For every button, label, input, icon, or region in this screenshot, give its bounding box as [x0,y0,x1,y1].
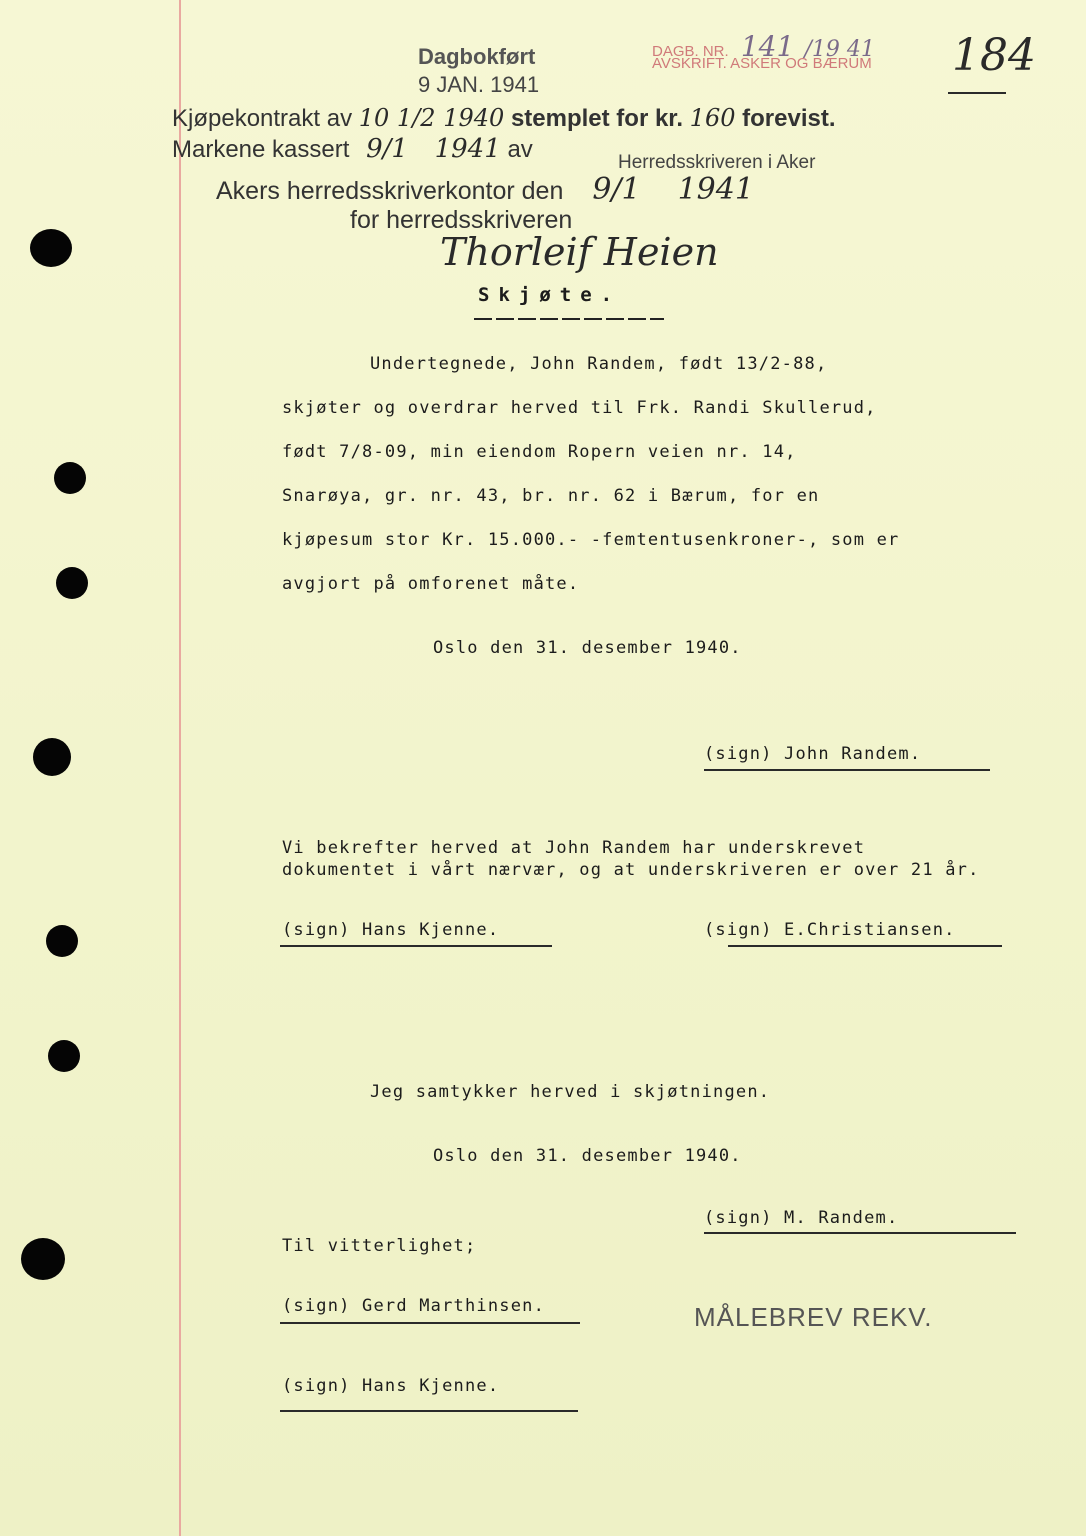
line1-amount: 160 [689,104,736,132]
line3-date: 9/1 [592,172,641,207]
witness-gerd-line [280,1322,580,1324]
witness-hans-2-line [280,1410,578,1412]
punch-hole [30,229,72,267]
header-line3 [216,172,754,207]
line1-mid: stemplet for kr. [510,105,683,132]
p2-line2: dokumentet i vårt nærvær, og at underskriveren er over 21 år. [282,860,980,880]
p1-line4: Snarøya, gr. nr. 43, br. nr. 62 i Bærum, for en [282,486,820,506]
red-stamp-line2: AVSKRIFT. ASKER OG BÆRUM [652,55,872,72]
sign-john-line [704,769,990,771]
witness-left-line [280,945,552,947]
p1-line2: skjøter og overdrar herved til Frk. Randi Skullerud, [282,398,877,418]
header-line1 [172,104,836,133]
page-number-underline [948,92,1006,94]
margin-line [179,0,181,1536]
document-title: Skjøte. [478,284,622,306]
punch-hole [46,925,78,957]
witness-left: (sign) Hans Kjenne. [282,920,500,940]
sign-m-randem-line [704,1232,1016,1234]
line3-year: 1941 [677,172,754,207]
witness-right: (sign) E.Christiansen. [704,920,956,940]
line1-suffix: forevist. [742,105,836,132]
sign-m-randem: (sign) M. Randem. [704,1208,899,1228]
punch-hole [54,462,86,494]
line2-prefix: Markene kassert [172,136,350,163]
header-line4: for herredsskriveren [350,206,573,234]
witness-right-line [728,945,1002,947]
p1-line6: avgjort på omforenet måte. [282,574,580,594]
malebrev-stamp: MÅLEBREV REKV. [694,1302,933,1332]
witness-gerd: (sign) Gerd Marthinsen. [282,1296,546,1316]
punch-hole [48,1040,80,1072]
red-stamp-prefix: DAGB. NR. [652,43,729,60]
vitterlighet: Til vitterlighet; [282,1236,477,1256]
date-2: Oslo den 31. desember 1940. [433,1146,742,1166]
dagbok-label: Dagbokført [418,44,536,69]
p1-line3: født 7/8-09, min eiendom Ropern veien nr. 14, [282,442,797,462]
dagbok-date: 9 JAN. 1941 [418,72,540,97]
witness-hans-2: (sign) Hans Kjenne. [282,1376,500,1396]
line3-text: Akers herredsskriverkontor den [216,177,564,205]
line1-date: 10 1/2 1940 [358,104,505,132]
line2-year: 1941 [434,134,501,164]
herred-label: Herredsskriveren i Aker [618,152,816,173]
sign-john: (sign) John Randem. [704,744,922,764]
red-stamp-number: 141 [740,30,795,63]
signature: Thorleif Heien [440,230,719,274]
line2-date: 9/1 [366,134,408,164]
header-line2 [172,134,533,164]
line1-prefix: Kjøpekontrakt av [172,105,353,132]
punch-hole [56,567,88,599]
p1-line5: kjøpesum stor Kr. 15.000.- -femtentusenkroner-, som er [282,530,900,550]
punch-hole [33,738,71,776]
date-1: Oslo den 31. desember 1940. [433,638,742,658]
punch-hole [21,1238,65,1280]
line2-suffix: av [507,136,533,163]
p1-line1: Undertegnede, John Randem, født 13/2-88, [370,354,828,374]
red-stamp-year: /19 41 [804,37,875,62]
p2-line1: Vi bekrefter herved at John Randem har underskrevet [282,838,866,858]
consent: Jeg samtykker herved i skjøtningen. [370,1082,771,1102]
title-underline [474,318,664,320]
page-number: 184 [952,30,1036,81]
